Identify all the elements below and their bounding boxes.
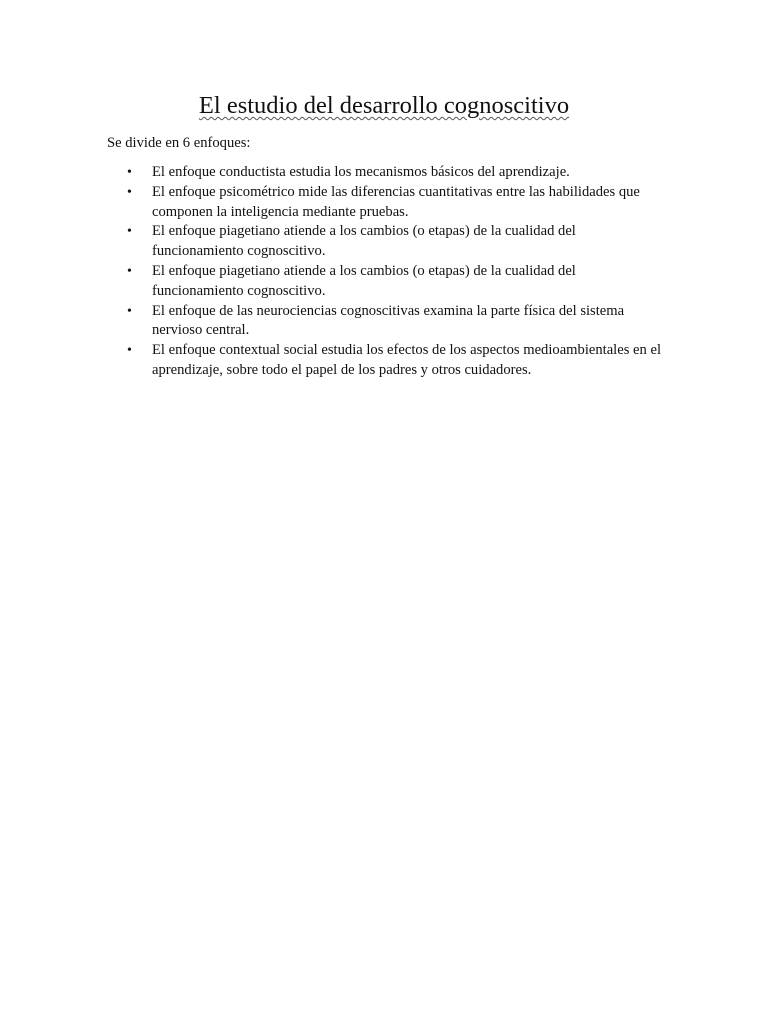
- bullet-icon: •: [127, 303, 132, 319]
- intro-text: Se divide en 6 enfoques:: [107, 135, 251, 151]
- list-item: [127, 222, 667, 262]
- list-item: [127, 183, 667, 223]
- list-item-text: El enfoque conductista estudia los mecanismos básicos del aprendizaje.: [152, 164, 570, 180]
- list-item-text: El enfoque psicométrico mide las diferencias cuantitativas entre las habilidades que componen la inteligencia mediante pruebas.: [152, 183, 640, 220]
- bullet-icon: •: [127, 184, 132, 200]
- bullet-icon: •: [127, 165, 132, 180]
- list-item: [127, 262, 667, 302]
- list-item: [127, 163, 667, 183]
- list-item-text: El enfoque piagetiano atiende a los cambios (o etapas) de la cualidad del funcionamiento cognoscitivo.: [152, 223, 576, 260]
- document-title-text: El estudio del desarrollo cognoscitivo: [198, 92, 570, 119]
- list-item-text: El enfoque de las neurociencias cognoscitivas examina la parte física del sistema nervioso central.: [152, 302, 625, 339]
- approaches-list: [127, 163, 667, 381]
- list-item-text: El enfoque contextual social estudia los efectos de los aspectos medioambientales en el aprendizaje, sobre todo el papel de los padres y otros cuidadores.: [152, 342, 661, 378]
- list-item: [127, 302, 667, 342]
- document-title: [0, 88, 768, 124]
- list-item: [127, 341, 667, 381]
- bullet-icon: •: [127, 343, 132, 359]
- bullet-icon: •: [127, 224, 132, 240]
- list-item-text: El enfoque piagetiano atiende a los cambios (o etapas) de la cualidad del funcionamiento cognoscitivo.: [152, 262, 576, 299]
- bullet-icon: •: [127, 263, 132, 279]
